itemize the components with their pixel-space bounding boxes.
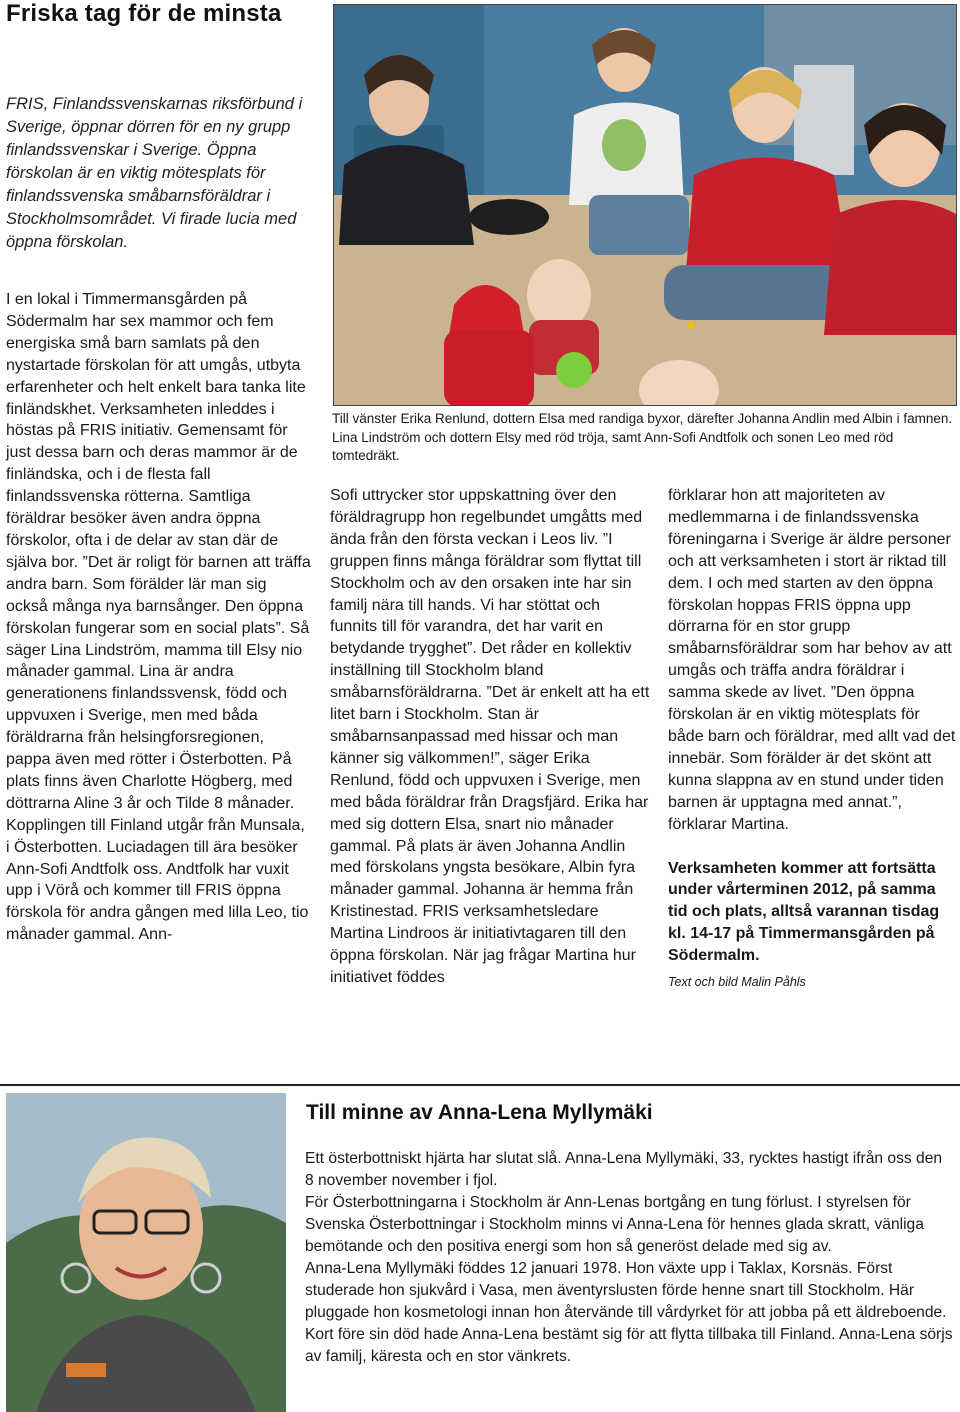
portrait-shirt-logo xyxy=(66,1363,106,1377)
memorial-paragraph-1: Ett österbottniskt hjärta har slutat slå. Anna-Lena Myllymäki, 33, rycktes hastigt ifrån oss den 8 november november i fjol. xyxy=(305,1150,943,1189)
article-closing-bold: Verksamheten kommer att fortsätta under vårterminen 2012, på samma tid och plats, alltså varannan tisdag kl. 14-17 på Timmermansgården på Södermalm. xyxy=(668,859,940,965)
article-column-2: Sofi uttrycker stor uppskattning över den föräldragrupp hon regelbundet umgåtts med ända från den första veckan i Leos liv. ”I gruppen finns många föräldrar som flyttat till Stockholm och av den orsaken inte har sin familj nära till hands. Vi har stöttat och funnits till för varandra, det har varit en betydande trygghet”. Det råder en kollektiv inställning till Stockholm bland småbarnsföräldrarna. ”Det är enkelt att ha ett litet barn i Stockholm. Stan är småbarnsanpassad med hissar och man känner sig välkommen!”, säger Erika Renlund, född och uppvuxen i Sverige, men med båda föräldrar från Dragsfjärd. Erika har med sig dottern Elsa, snart nio månader gammal. På plats är även Johanna Andlin med förskolans yngsta besökare, Albin fyra månader gammal. Johanna är hemma från Kristinestad. FRIS verksamhetsledare Martina Lindroos är initiativtagaren till den öppna förskolan. När jag frågar Martina hur initiativet föddes xyxy=(330,487,650,986)
memorial-text xyxy=(305,1148,955,1368)
memorial-paragraph-4: Kort före sin död hade Anna-Lena bestämt sig för att flytta tillbaka till Finland. Anna-Lena sörjs av familj, käresta och en stor vänkrets. xyxy=(305,1326,953,1365)
article-credit: Text och bild Malin Påhls xyxy=(668,975,806,990)
person-erika-body xyxy=(339,145,474,245)
memorial-title: Till minne av Anna-Lena Myllymäki xyxy=(306,1101,653,1124)
photo-caption: Till vänster Erika Renlund, dottern Elsa med randiga byxor, därefter Johanna Andlin med Albin i famnen. Lina Lindström och dottern Elsy med röd tröja, samt Ann-Sofi Andtfolk och sonen Leo med röd tomtedräkt. xyxy=(332,411,953,464)
memorial-portrait xyxy=(6,1093,286,1412)
memorial-paragraph-2: För Österbottningarna i Stockholm är Ann-Lenas bortgång en tung förlust. I styrelsen för Svenska Österbottningar i Stockholm minns vi Anna-Lena för hennes glada skratt, vänliga bemötande och den positiva energi som hon så generöst delade med sig av. xyxy=(305,1194,924,1255)
memorial-paragraph-3: Anna-Lena Myllymäki föddes 12 januari 1978. Hon växte upp i Taklax, Korsnäs. Först studerade hon sjukvård i Vasa, men äventyrslusten förde henne snart till Stockholm. Här pluggade hon kosmetologi innan hon återvände till vårdyrket för att jobba på ett äldreboende. xyxy=(305,1260,947,1321)
article-column-3-text: förklarar hon att majoriteten av medlemmarna i de finlandssvenska föreningarna i Sverige är äldre personer och att verksamheten i stort är riktad till dem. I och med starten av den öppna förskolan hoppas FRIS öppna upp dörrarna för en stor grupp småbarnsföräldrar som har behov av att umgås och träffa andra föräldrar i samma skede av livet. ”Den öppna förskolan är en viktig mötesplats för både barn och föräldrar, med allt vad det innebär. Som förälder är det skönt att kunna slappna av en stund under tiden barnen är upptagna med annat.”, förklarar Martina. xyxy=(668,487,956,833)
section-divider xyxy=(0,1084,960,1086)
baby-albin xyxy=(602,119,646,171)
memorial-portrait-illustration xyxy=(6,1093,286,1412)
toy-green-rattle xyxy=(556,352,592,388)
photo-bag xyxy=(794,65,854,175)
article-column-3 xyxy=(668,485,958,991)
article-lead: FRIS, Finlandssvenskarnas riksförbund i Sverige, öppnar dörren för en ny grupp finlandssvenskar i Sverige. Öppna förskolan är en viktig mötesplats för finlandssvenska småbarnsföräldrar i Stockholmsområdet. Vi firade lucia med öppna förskolan. xyxy=(6,95,303,251)
baby-leo-suit xyxy=(444,330,534,406)
person-ann-sofi-body xyxy=(824,200,957,335)
group-photo xyxy=(333,4,957,406)
photo-dark-bag xyxy=(469,199,549,235)
person-johanna-jeans xyxy=(589,195,689,255)
group-photo-illustration xyxy=(334,5,957,406)
article-column-1: I en lokal i Timmermansgården på Södermalm har sex mammor och fem energiska små barn samlats på den nystartade förskolan för att umgås, utbyta erfarenheter och helt enkelt bara tanka lite finländskhet. Verksamheten inleddes i höstas på FRIS initiativ. Gemensamt för just dessa barn och deras mammor är de finländska, och i de flesta fall finlandssvenska rötterna. Samtliga föräldrar besöker även andra öppna förskolor, ofta i de delar av stan där de själva bor. ”Det är roligt för barnen att träffa andra barn. Som förälder lär man sig också många nya barnsånger. Den öppna förskolan fungerar som en social plats”. Så säger Lina Lindström, mamma till Elsy nio månader gammal. Lina är andra generationens finlandssvensk, född och uppvuxen i Sverige, men med båda föräldrarna från helsingforsregionen, pappa även med rötter i Österbotten. På plats finns även Charlotte Högberg, med döttrarna Aline 3 år och Tilde 8 månader. Kopplingen till Finland utgår från Munsala, i Österbotten. Luciadagen till ära besöker Ann-Sofi Andtfolk oss. Andtfolk har vuxit upp i Vörå och kommer till FRIS öppna förskola för andra gången med lilla Leo, tio månader gammal. Ann- xyxy=(6,291,311,944)
article-title: Friska tag för de minsta xyxy=(6,0,282,27)
toy-small xyxy=(687,321,695,329)
